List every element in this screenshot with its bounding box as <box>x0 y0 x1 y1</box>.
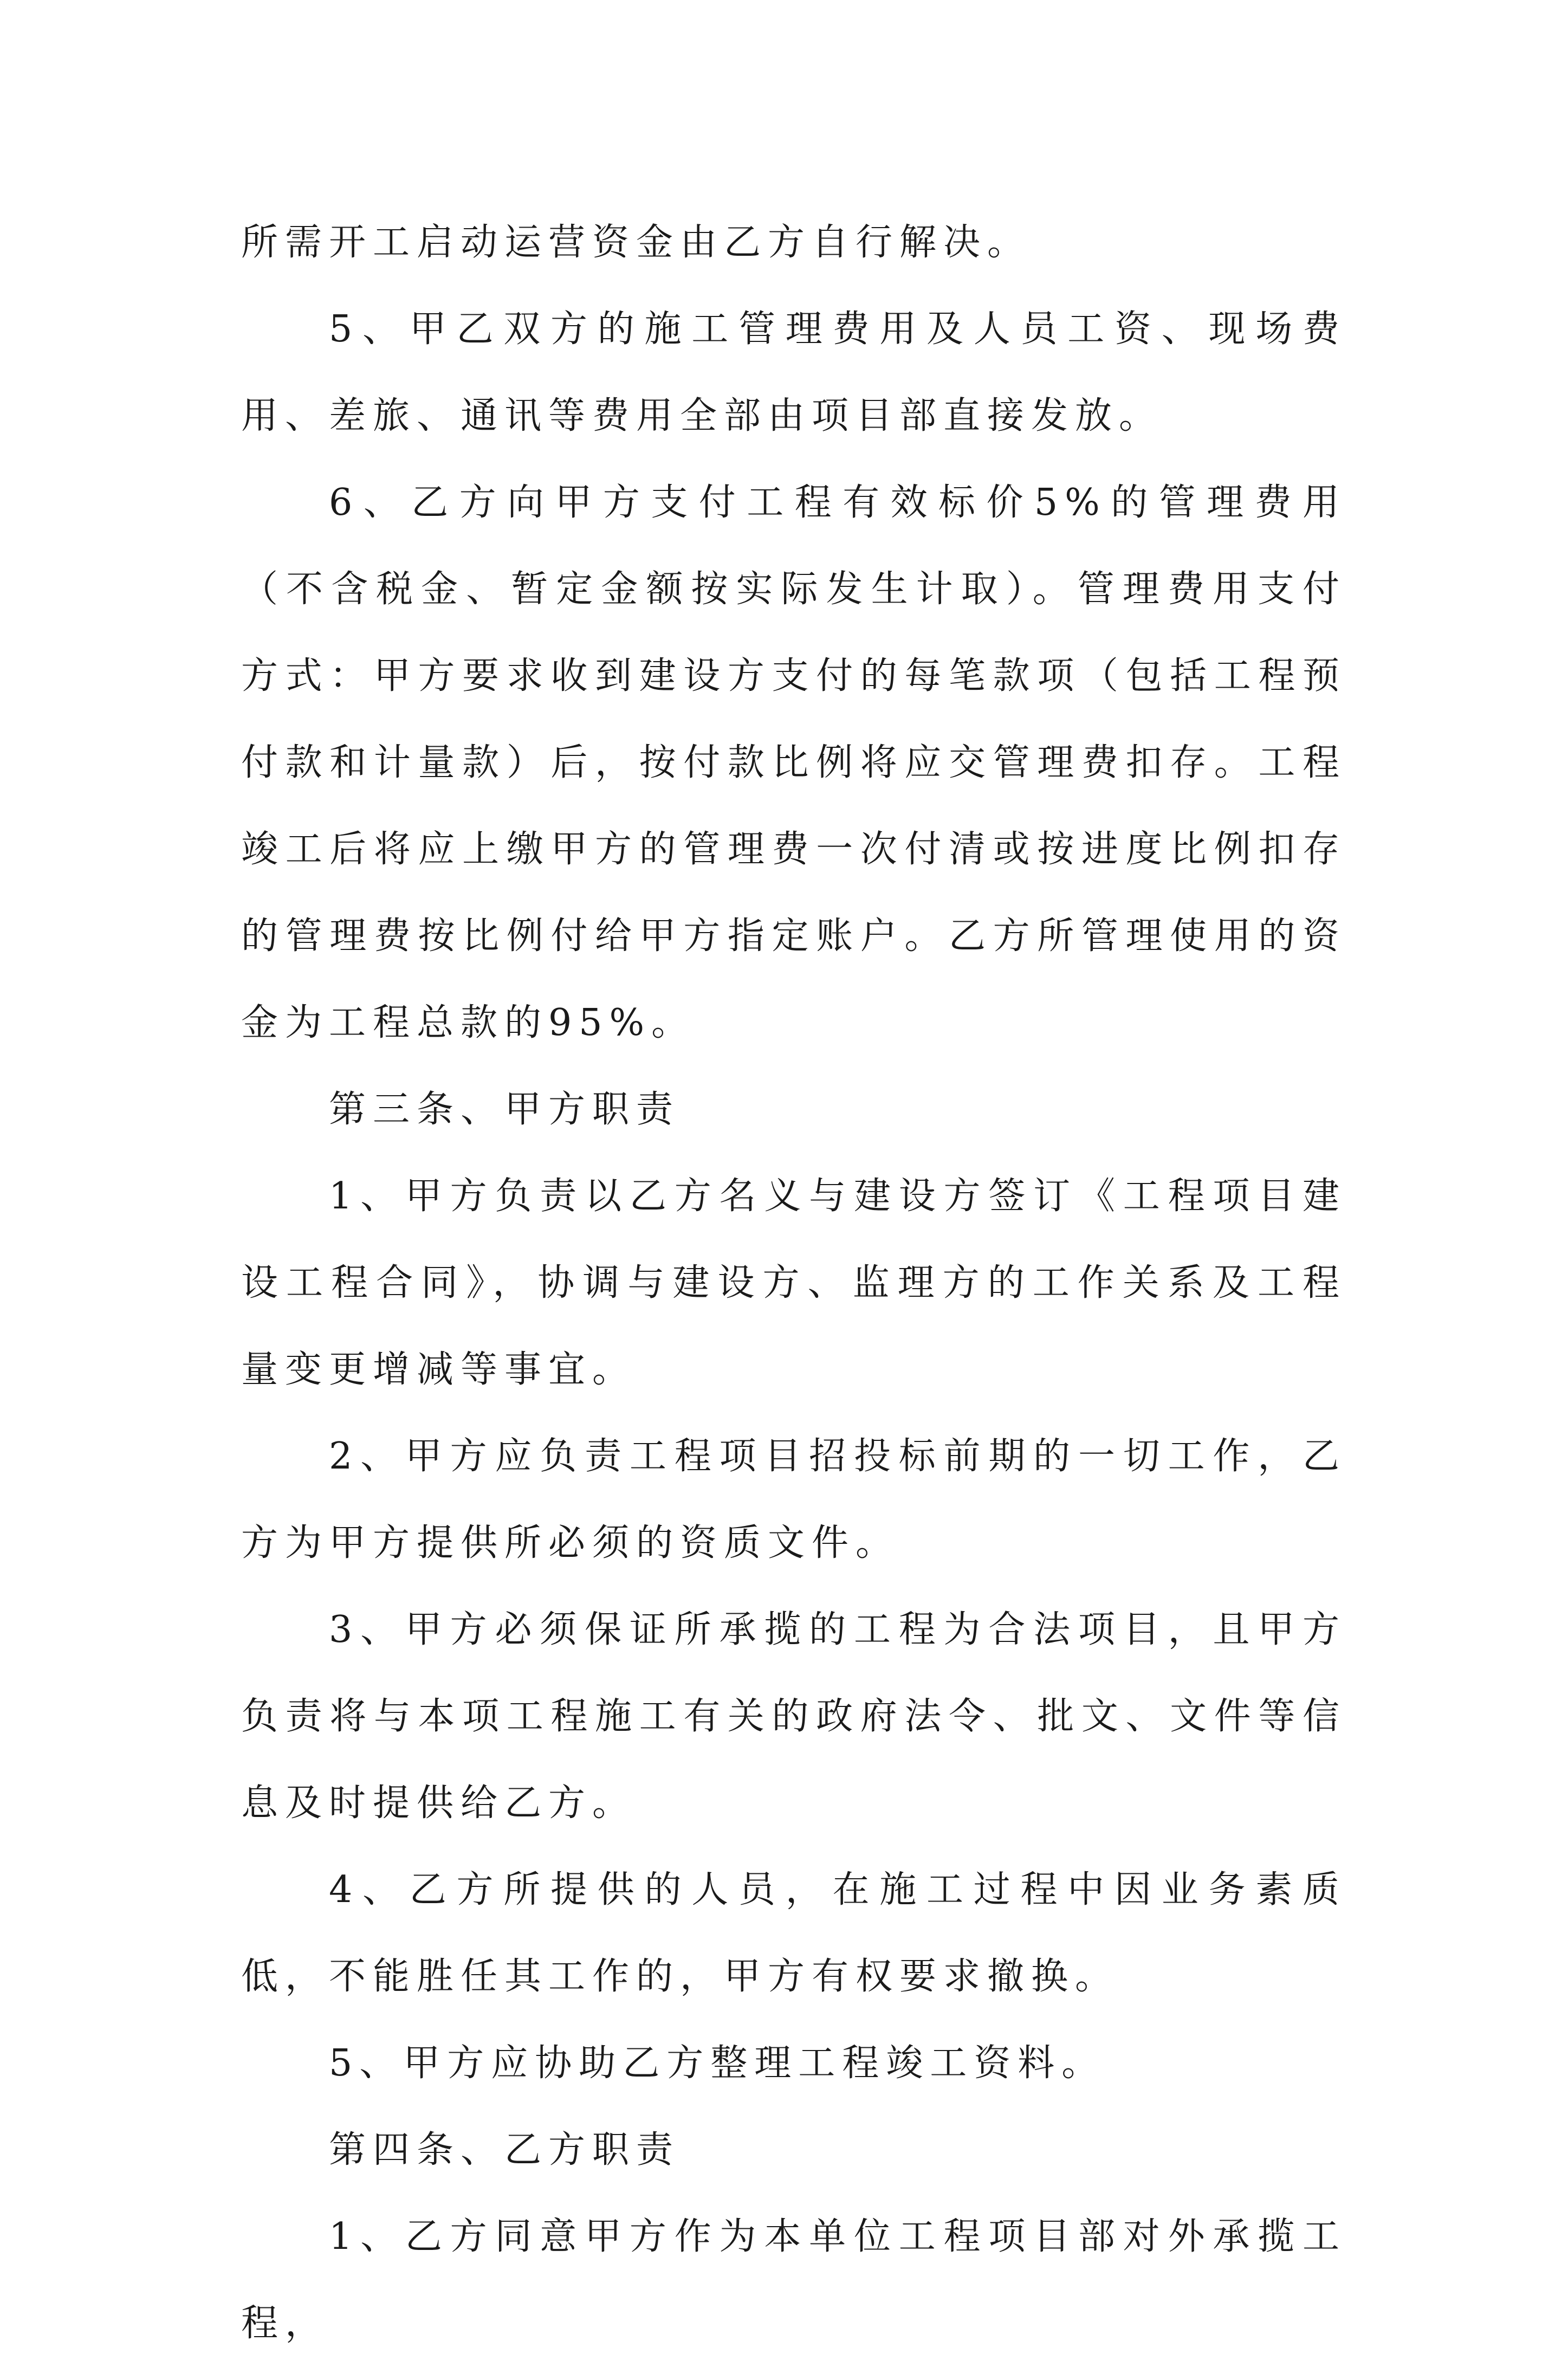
document-body <box>241 199 1346 2367</box>
paragraph-party-a-duty-2: 2、甲方应负责工程项目招投标前期的一切工作，乙方为甲方提供所必须的资质文件。 <box>241 1435 1346 1564</box>
paragraph-party-a-duty-1: 1、甲方负责以乙方名义与建设方签订《工程项目建设工程合同》，协调与建设方、监理方的工作关系及工程量变更增减等事宜。 <box>241 1175 1346 1391</box>
section-heading-party-a-duties: 第三条、甲方职责 <box>329 1088 681 1131</box>
paragraph-party-a-duty-3: 3、甲方必须保证所承揽的工程为合法项目，且甲方负责将与本项工程施工有关的政府法令、批文、文件等信息及时提供给乙方。 <box>241 1608 1346 1825</box>
paragraph-party-b-duty-1: 1、乙方同意甲方作为本单位工程项目部对外承揽工程， <box>241 2215 1346 2345</box>
paragraph-party-a-duty-5: 5、甲方应协助乙方整理工程竣工资料。 <box>329 2042 1106 2085</box>
paragraph-startup-funds: 所需开工启动运营资金由乙方自行解决。 <box>241 221 1032 264</box>
paragraph-management-expenses: 5、甲乙双方的施工管理费用及人员工资、现场费用、差旅、通讯等费用全部由项目部直接发放。 <box>241 308 1346 437</box>
paragraph-management-fee: 6、乙方向甲方支付工程有效标价5%的管理费用（不含税金、暂定金额按实际发生计取）。管理费用支付方式：甲方要求收到建设方支付的每笔款项（包括工程预付款和计量款）后，按付款比例将应交管理费扣存。工程竣工后将应上缴甲方的管理费一次付清或按进度比例扣存的管理费按比例付给甲方指定账户。乙方所管理使用的资金为工程总款的95%。 <box>241 481 1346 1044</box>
section-heading-party-b-duties: 第四条、乙方职责 <box>329 2129 681 2171</box>
paragraph-party-a-duty-4: 4、乙方所提供的人员，在施工过程中因业务素质低，不能胜任其工作的，甲方有权要求撤换。 <box>241 1868 1346 1998</box>
